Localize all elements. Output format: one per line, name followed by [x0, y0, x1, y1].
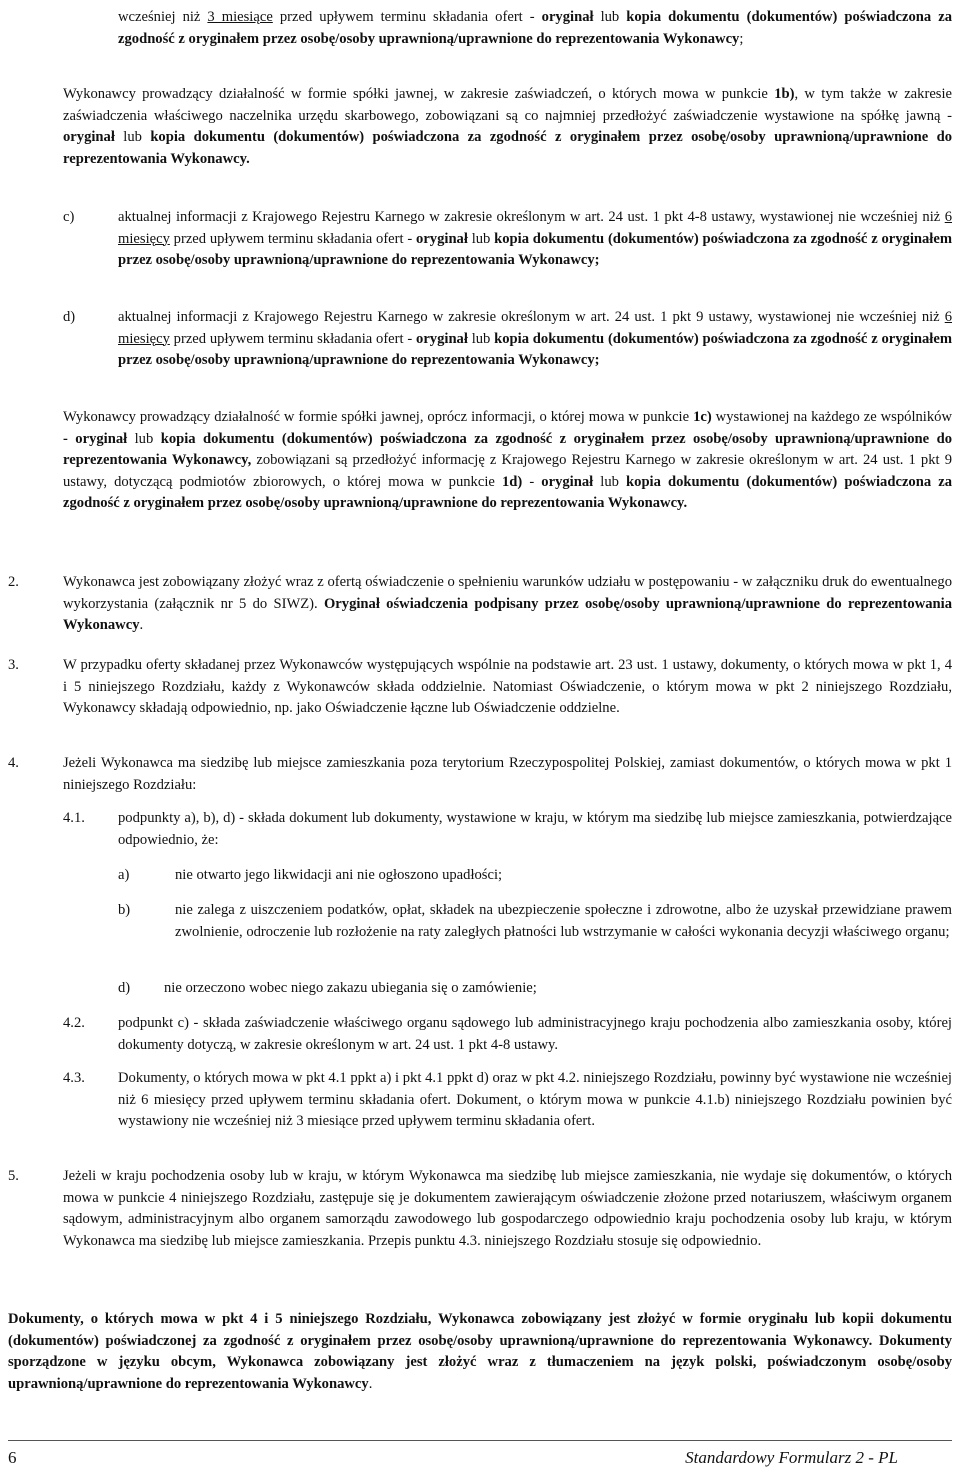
footer-divider — [8, 1440, 952, 1441]
bold-term: kopia dokumentu (dokumentów) poświadczona za zgodność z oryginałem przez osobę/osoby uprawnioną/uprawnione do reprezentowania Wykonawcy; — [118, 330, 952, 368]
subitem-a-text — [175, 865, 952, 887]
partnership-paragraph-2 — [63, 407, 952, 515]
subitem-d-paragraph: nie orzeczono wobec niego zakazu ubiegania się o zamówienie; — [164, 980, 537, 996]
bold-ref: 1b) — [774, 86, 795, 102]
point-4-2-text — [118, 1013, 952, 1056]
item-d-text — [118, 307, 952, 372]
bold-term: Dokumenty, o których mowa w pkt 4 i 5 niniejszego Rozdziału, Wykonawca zobowiązany jest złożyć w formie oryginału lub kopii dokumentu (dokumentów) poświadczonej za zgodność z oryginałem przez osobę/osoby uprawnioną/uprawnione do reprezentowania Wykonawcy. Dokumenty sporządzone w języku obcym, Wykonawca zobowiązany jest złożyć wraz z tłumaczeniem na język polski, poświadczonym osobę/osoby uprawnioną/uprawnione do reprezentowania Wykonawcy — [8, 1311, 952, 1392]
subitem-a-label: a) — [118, 867, 130, 883]
point-5-paragraph: Jeżeli w kraju pochodzenia osoby lub w kraju, w którym Wykonawca ma siedzibę lub miejsce zamieszkania, nie wydaje się dokumentów, o których mowa w punkcie 4 niniejszego Rozdziału, zastępuje się je dokumentem zawierającym oświadczenie złożone przed notariuszem, właściwym organem sądowym, administracyjnym albo organem samorządu zawodowego lub gospodarczego odpowiednio kraju pochodzenia osoby lub kraju, w którym Wykonawca ma siedzibę lub miejsce zamieszkania. Przepis punktu 4.3. niniejszego Rozdziału stosuje się odpowiednio. — [63, 1168, 952, 1249]
point-4-3-number: 4.3. — [63, 1070, 85, 1086]
point-4-2-paragraph: podpunkt c) - składa zaświadczenie właściwego organu sądowego lub administracyjnego kraju pochodzenia albo zamieszkania osoby, której dokumenty dotyczą, w zakresie określonym w art. 24 ust. 1 pkt 4-8 ustawy. — [118, 1015, 952, 1053]
underlined-term: 3 miesiące — [207, 9, 273, 25]
point-4-text — [63, 753, 952, 796]
bold-term: kopia dokumentu (dokumentów) poświadczona za zgodność z oryginałem przez osobę/osoby uprawnioną/uprawnione do reprezentowania Wykonawcy. — [63, 129, 952, 167]
text-run: lub — [467, 230, 495, 247]
point-3-number: 3. — [8, 657, 19, 673]
point-4-2-number: 4.2. — [63, 1015, 85, 1031]
bold-term: oryginał — [541, 473, 594, 490]
text-run: przed upływem terminu składania ofert - — [169, 230, 417, 247]
text-run: przed upływem terminu składania ofert - — [169, 330, 417, 347]
item-c-text — [118, 207, 952, 272]
point-2-text — [63, 572, 952, 637]
point-2-number: 2. — [8, 574, 19, 590]
continuation-paragraph — [118, 7, 952, 50]
text-run: , w tym także w zakresie zaświadczenia właściwego naczelnika urzędu skarbowego, zobowiązani są co najmniej przedłożyć zaświadczenie wystawione na spółkę jawną - — [63, 86, 953, 124]
text-run: ; — [739, 30, 744, 47]
page-number: 6 — [8, 1448, 17, 1467]
bold-term: kopia dokumentu (dokumentów) poświadczona za zgodność z oryginałem przez osobę/osoby uprawnioną/uprawnione do reprezentowania Wykonawcy; — [118, 230, 952, 268]
text-run: Wykonawcy prowadzący działalność w formie spółki jawnej, oprócz informacji, o której mowa w punkcie — [63, 409, 694, 425]
bold-term: Oryginał oświadczenia podpisany przez osobę/osoby uprawnioną/uprawnione do reprezentowania Wykonawcy — [63, 595, 952, 633]
bold-term: oryginał — [416, 230, 468, 247]
point-3-paragraph: W przypadku oferty składanej przez Wykonawców występujących wspólnie na podstawie art. 23 ust. 1 ustawy, dokumenty, o których mowa w pkt 1, 4 i 5 niniejszego Rozdziału, każdy z Wykonawców składa oddzielnie. Natomiast Oświadczenie, o którym mowa w pkt 2 niniejszego Rozdziału, Wykonawcy składają odpowiednio, np. jako Oświadczenie łączne lub Oświadczenie oddzielne. — [63, 657, 952, 716]
item-d-label: d) — [63, 309, 76, 325]
point-4-1-text — [118, 808, 952, 851]
bold-term: kopia dokumentu (dokumentów) poświadczona za zgodność z oryginałem przez osobę/osoby uprawnioną/uprawnione do reprezentowania Wykonawcy, — [63, 430, 952, 468]
bold-ref: 1c) — [693, 409, 712, 425]
bold-term: kopia dokumentu (dokumentów) poświadczona za zgodność z oryginałem przez osobę/osoby uprawnioną/uprawnione do reprezentowania Wykonawcy — [118, 9, 952, 47]
bold-term: - oryginał — [63, 430, 128, 447]
text-run: lub — [593, 9, 627, 25]
text-run: aktualnej informacji z Krajowego Rejestru Karnego w zakresie określonym w art. 24 ust. 1 pkt 4-8 ustawy, wystawionej nie wcześniej niż — [118, 209, 945, 225]
point-5-number: 5. — [8, 1168, 19, 1184]
text-run: . — [139, 617, 144, 633]
text-run: lub — [593, 473, 627, 490]
text-run: lub — [127, 430, 161, 447]
text-run: przed upływem terminu składania ofert - — [272, 9, 542, 25]
point-5-text — [63, 1166, 952, 1252]
text-run: Wykonawca jest zobowiązany złożyć wraz z ofertą oświadczenie o spełnieniu warunków udziału w postępowaniu - w załączniku druk do ewentualnego wykorzystania (załącznik nr 5 do SIWZ). — [63, 574, 952, 612]
bold-term: oryginał — [541, 9, 594, 25]
text-run: wcześniej niż — [118, 9, 208, 25]
point-4-number: 4. — [8, 755, 19, 771]
point-4-1-number: 4.1. — [63, 810, 85, 826]
subitem-d-label: d) — [118, 980, 131, 996]
text-run: - — [522, 473, 542, 490]
bold-term: kopia dokumentu (dokumentów) poświadczona za zgodność z oryginałem przez osobę/osoby uprawnioną/uprawnione do reprezentowania Wykonawcy. — [63, 473, 952, 511]
bold-term: oryginał — [416, 330, 468, 347]
text-run: aktualnej informacji z Krajowego Rejestru Karnego w zakresie określonym w art. 24 ust. 1 pkt 9 ustawy, wystawionej nie wcześniej niż — [118, 309, 945, 325]
text-run: wystawionej na każdego ze wspólników — [711, 409, 952, 425]
point-4-3-text — [118, 1068, 952, 1133]
text-run: . — [368, 1375, 373, 1392]
subitem-a-paragraph: nie otwarto jego likwidacji ani nie ogłoszono upadłości; — [175, 867, 503, 883]
point-4-3-paragraph: Dokumenty, o których mowa w pkt 4.1 ppkt a) i pkt 4.1 ppkt d) oraz w pkt 4.2. niniejszego Rozdziału, powinny być wystawione nie wcześniej niż 6 miesięcy przed upływem terminu składania ofert. Dokument, o którym mowa w punkcie 4.1.b) niniejszego Rozdziału powinien być wystawiony nie wcześniej niż 3 miesiące przed upływem terminu składania ofert. — [118, 1070, 952, 1129]
underlined-term: 6 miesięcy — [118, 309, 952, 347]
bold-ref: 1d) — [501, 473, 523, 490]
text-run: Wykonawcy prowadzący działalność w formie spółki jawnej, w zakresie zaświadczeń, o których mowa w punkcie — [63, 86, 775, 102]
footer-title: Standardowy Formularz 2 - PL — [685, 1448, 898, 1467]
underlined-term: 6 miesięcy — [118, 209, 952, 247]
final-paragraph — [8, 1309, 952, 1395]
subitem-b-paragraph: nie zalega z uiszczeniem podatków, opłat, składek na ubezpieczenie społeczne i zdrowotne, albo że uzyskał przewidziane prawem zwolnienie, odroczenie lub rozłożenie na raty zaległych płatności lub wstrzymanie w całości wykonania decyzji właściwego organu; — [175, 902, 952, 940]
point-3-text — [63, 655, 952, 720]
partnership-paragraph-1 — [63, 84, 952, 170]
point-4-1-paragraph: podpunkty a), b), d) - składa dokument lub dokumenty, wystawione w kraju, w którym ma siedzibę lub miejsce zamieszkania, potwierdzające odpowiednio, że: — [118, 810, 952, 848]
point-4-paragraph: Jeżeli Wykonawca ma siedzibę lub miejsce zamieszkania poza terytorium Rzeczypospolitej Polskiej, zamiast dokumentów, o których mowa w pkt 1 niniejszego Rozdziału: — [63, 755, 952, 793]
bold-term: oryginał — [63, 129, 115, 145]
subitem-b-text — [175, 900, 952, 943]
text-run: lub — [114, 129, 151, 145]
subitem-b-label: b) — [118, 902, 131, 918]
subitem-d-text — [164, 978, 952, 1000]
item-c-label: c) — [63, 209, 75, 225]
text-run: lub — [467, 330, 495, 347]
text-run: zobowiązani są przedłożyć informację z Krajowego Rejestru Karnego w zakresie określonym w art. 24 ust. 1 pkt 9 ustawy, dotyczącą podmiotów zbiorowych, o której mowa w punkcie — [63, 452, 952, 490]
